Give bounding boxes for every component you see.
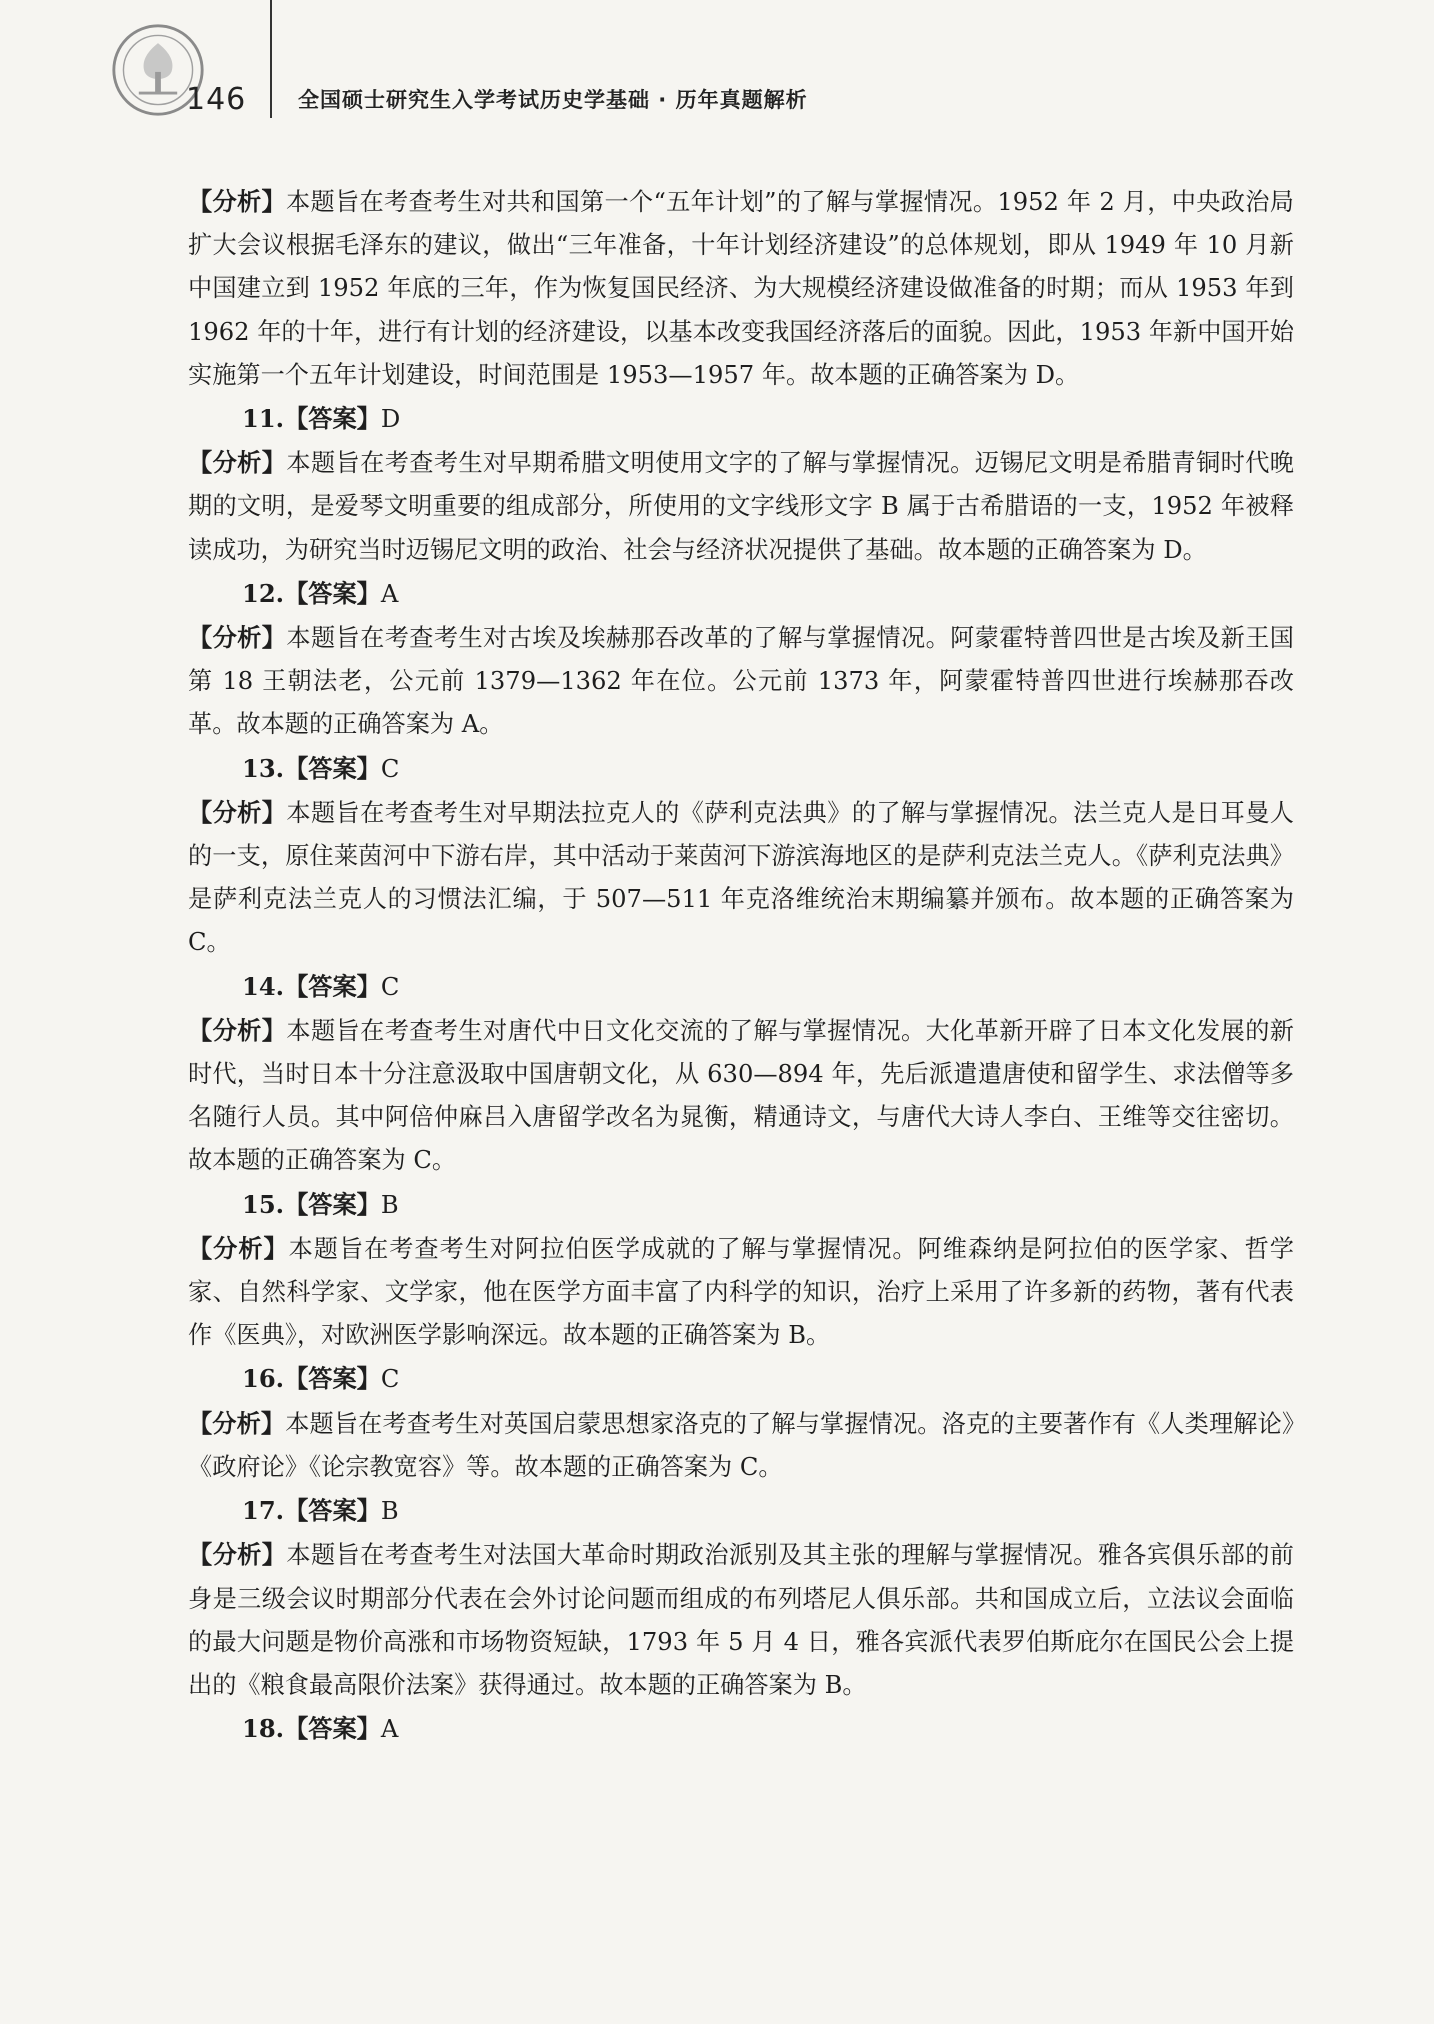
answer-tag: 【答案】 <box>284 971 381 1001</box>
question-number: 11. <box>242 404 285 434</box>
header-divider <box>270 0 272 118</box>
analysis-text: 本题旨在考查考生对英国启蒙思想家洛克的了解与掌握情况。洛克的主要著作有《人类理解论》《政府论》《论宗教宽容》等。故本题的正确答案为 C。 <box>188 1409 1294 1481</box>
analysis-paragraph <box>188 1533 1294 1707</box>
answer-tag: 【答案】 <box>284 578 381 608</box>
question-number: 15. <box>242 1189 285 1219</box>
answer-tag: 【答案】 <box>284 753 381 783</box>
analysis-tag: 【分析】 <box>188 797 287 827</box>
answer-line <box>188 1707 1294 1751</box>
answer-tag: 【答案】 <box>284 1496 381 1526</box>
analysis-tag: 【分析】 <box>188 1233 289 1263</box>
analysis-text: 本题旨在考查考生对共和国第一个“五年计划”的了解与掌握情况。1952 年 2 月，中央政治局扩大会议根据毛泽东的建议，做出“三年准备，十年计划经济建设”的总体规划，即从 1949 年 10 月新中国建立到 1952 年底的三年，作为恢复国民经济、为大规模经济建设做准备的时期；而从 1953 年到 1962 年的十年，进行有计划的经济建设，以基本改变我国经济落后的面貌。因此，1953 年新中国开始实施第一个五年计划建设，时间范围是 1953—1957 年。故本题的正确答案为 D。 <box>188 188 1294 389</box>
answer-value: D <box>380 405 401 434</box>
question-number: 12. <box>242 578 285 608</box>
analysis-paragraph <box>188 441 1294 572</box>
answer-line <box>188 965 1294 1009</box>
question-number: 18. <box>242 1714 285 1744</box>
answer-line <box>188 747 1294 791</box>
question-number: 16. <box>242 1364 285 1394</box>
answer-value: C <box>380 972 400 1001</box>
answer-line <box>188 1183 1294 1227</box>
answer-value: C <box>380 754 400 783</box>
answer-value: A <box>380 579 399 608</box>
analysis-tag: 【分析】 <box>188 1408 286 1438</box>
answer-line <box>188 1489 1294 1533</box>
page-number: 146 <box>186 82 247 117</box>
analysis-tag: 【分析】 <box>188 1015 287 1045</box>
analysis-paragraph <box>188 1009 1294 1183</box>
answer-line <box>188 1357 1294 1401</box>
answer-value: C <box>380 1365 400 1394</box>
analysis-tag: 【分析】 <box>188 1540 287 1570</box>
answer-line <box>188 572 1294 616</box>
question-number: 13. <box>242 753 285 783</box>
answer-value: B <box>380 1190 399 1219</box>
analysis-paragraph <box>188 180 1294 397</box>
answer-tag: 【答案】 <box>284 1714 381 1744</box>
analysis-tag: 【分析】 <box>188 623 287 653</box>
answer-tag: 【答案】 <box>284 1189 381 1219</box>
analysis-paragraph <box>188 1227 1294 1358</box>
page-content <box>188 180 1294 1751</box>
answer-value: A <box>380 1715 399 1744</box>
analysis-text: 本题旨在考查考生对唐代中日文化交流的了解与掌握情况。大化革新开辟了日本文化发展的新时代，当时日本十分注意汲取中国唐朝文化，从 630—894 年，先后派遣遣唐使和留学生、求法僧等多名随行人员。其中阿倍仲麻吕入唐留学改名为晁衡，精通诗文，与唐代大诗人李白、王维等交往密切。故本题的正确答案为 C。 <box>188 1016 1294 1175</box>
analysis-text: 本题旨在考查考生对古埃及埃赫那吞改革的了解与掌握情况。阿蒙霍特普四世是古埃及新王国第 18 王朝法老，公元前 1379—1362 年在位。公元前 1373 年，阿蒙霍特普四世进行埃赫那吞改革。故本题的正确答案为 A。 <box>188 624 1294 739</box>
answer-line <box>188 397 1294 441</box>
analysis-tag: 【分析】 <box>188 448 287 478</box>
answer-tag: 【答案】 <box>284 1364 381 1394</box>
answer-tag: 【答案】 <box>284 404 381 434</box>
analysis-text: 本题旨在考查考生对法国大革命时期政治派别及其主张的理解与掌握情况。雅各宾俱乐部的前身是三级会议时期部分代表在会外讨论问题而组成的布列塔尼人俱乐部。共和国成立后，立法议会面临的最大问题是物价高涨和市场物资短缺，1793 年 5 月 4 日，雅各宾派代表罗伯斯庇尔在国民公会上提出的《粮食最高限价法案》获得通过。故本题的正确答案为 B。 <box>188 1541 1294 1699</box>
answer-value: B <box>380 1497 399 1526</box>
analysis-text: 本题旨在考查考生对早期法拉克人的《萨利克法典》的了解与掌握情况。法兰克人是日耳曼人的一支，原住莱茵河中下游右岸，其中活动于莱茵河下游滨海地区的是萨利克法兰克人。《萨利克法典》是萨利克法兰克人的习惯法汇编，于 507—511 年克洛维统治末期编纂并颁布。故本题的正确答案为 C。 <box>188 798 1294 957</box>
analysis-text: 本题旨在考查考生对阿拉伯医学成就的了解与掌握情况。阿维森纳是阿拉伯的医学家、哲学家、自然科学家、文学家，他在医学方面丰富了内科学的知识，治疗上采用了许多新的药物，著有代表作《医典》，对欧洲医学影响深远。故本题的正确答案为 B。 <box>188 1234 1294 1350</box>
question-number: 14. <box>242 971 285 1001</box>
question-number: 17. <box>242 1496 285 1526</box>
analysis-paragraph <box>188 1402 1294 1489</box>
analysis-text: 本题旨在考查考生对早期希腊文明使用文字的了解与掌握情况。迈锡尼文明是希腊青铜时代晚期的文明，是爱琴文明重要的组成部分，所使用的文字线形文字 B 属于古希腊语的一支，1952 年被释读成功，为研究当时迈锡尼文明的政治、社会与经济状况提供了基础。故本题的正确答案为 D。 <box>188 449 1294 564</box>
analysis-tag: 【分析】 <box>188 187 286 216</box>
book-title: 全国硕士研究生入学考试历史学基础 · 历年真题解析 <box>298 88 808 112</box>
analysis-paragraph <box>188 616 1294 747</box>
page-header <box>0 0 1434 130</box>
analysis-paragraph <box>188 791 1294 965</box>
